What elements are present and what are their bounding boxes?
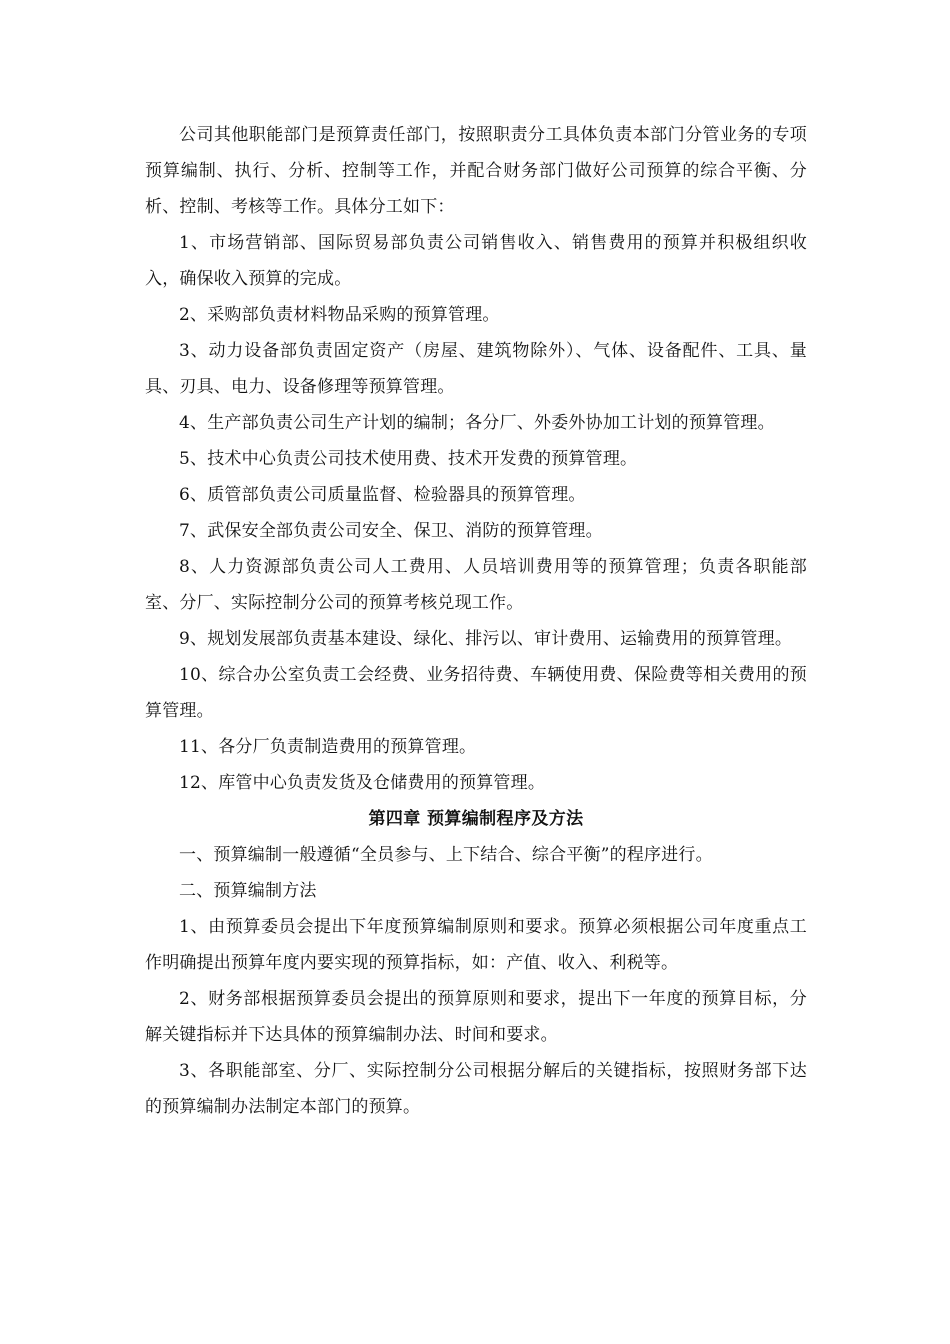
duty-item-5: 5、技术中心负责公司技术使用费、技术开发费的预算管理。: [179, 449, 638, 469]
duty-item-10: 10、综合办公室负责工会经费、业务招待费、车辆使用费、保险费等相关费用的预算管理。: [145, 665, 807, 721]
duty-item-11: 11、各分厂负责制造费用的预算管理。: [179, 737, 477, 757]
method-step-3: 3、各职能部室、分厂、实际控制分公司根据分解后的关键指标，按照财务部下达的预算编制办法制定本部门的预算。: [145, 1061, 807, 1117]
method-step-2: 2、财务部根据预算委员会提出的预算原则和要求，提出下一年度的预算目标，分解关键指标并下达具体的预算编制办法、时间和要求。: [145, 989, 807, 1045]
procedure-principle: 一、预算编制一般遵循“全员参与、上下结合、综合平衡”的程序进行。: [179, 845, 713, 865]
duty-item-12: 12、库管中心负责发货及仓储费用的预算管理。: [179, 773, 546, 793]
duty-item-2: 2、采购部负责材料物品采购的预算管理。: [179, 305, 500, 325]
method-step-1: 1、由预算委员会提出下年度预算编制原则和要求。预算必须根据公司年度重点工作明确提出预算年度内要实现的预算指标，如：产值、收入、利税等。: [145, 917, 807, 973]
duty-item-3: 3、动力设备部负责固定资产（房屋、建筑物除外）、气体、设备配件、工具、量具、刃具、电力、设备修理等预算管理。: [145, 341, 807, 397]
duty-item-4: 4、生产部负责公司生产计划的编制；各分厂、外委外协加工计划的预算管理。: [179, 413, 775, 433]
duty-item-9: 9、规划发展部负责基本建设、绿化、排污以、审计费用、运输费用的预算管理。: [179, 629, 793, 649]
duty-item-8: 8、人力资源部负责公司人工费用、人员培训费用等的预算管理；负责各职能部室、分厂、实际控制分公司的预算考核兑现工作。: [145, 557, 807, 613]
chapter-heading: 第四章 预算编制程序及方法: [368, 809, 584, 829]
method-subheading: 二、预算编制方法: [179, 881, 317, 901]
duty-item-1: 1、市场营销部、国际贸易部负责公司销售收入、销售费用的预算并积极组织收入，确保收入预算的完成。: [145, 233, 807, 289]
duty-item-6: 6、质管部负责公司质量监督、检验器具的预算管理。: [179, 485, 586, 505]
duty-item-7: 7、武保安全部负责公司安全、保卫、消防的预算管理。: [179, 521, 603, 541]
document-body: [145, 117, 807, 1125]
intro-paragraph: 公司其他职能部门是预算责任部门，按照职责分工具体负责本部门分管业务的专项预算编制、执行、分析、控制等工作，并配合财务部门做好公司预算的综合平衡、分析、控制、考核等工作。具体分工如下：: [145, 125, 807, 217]
